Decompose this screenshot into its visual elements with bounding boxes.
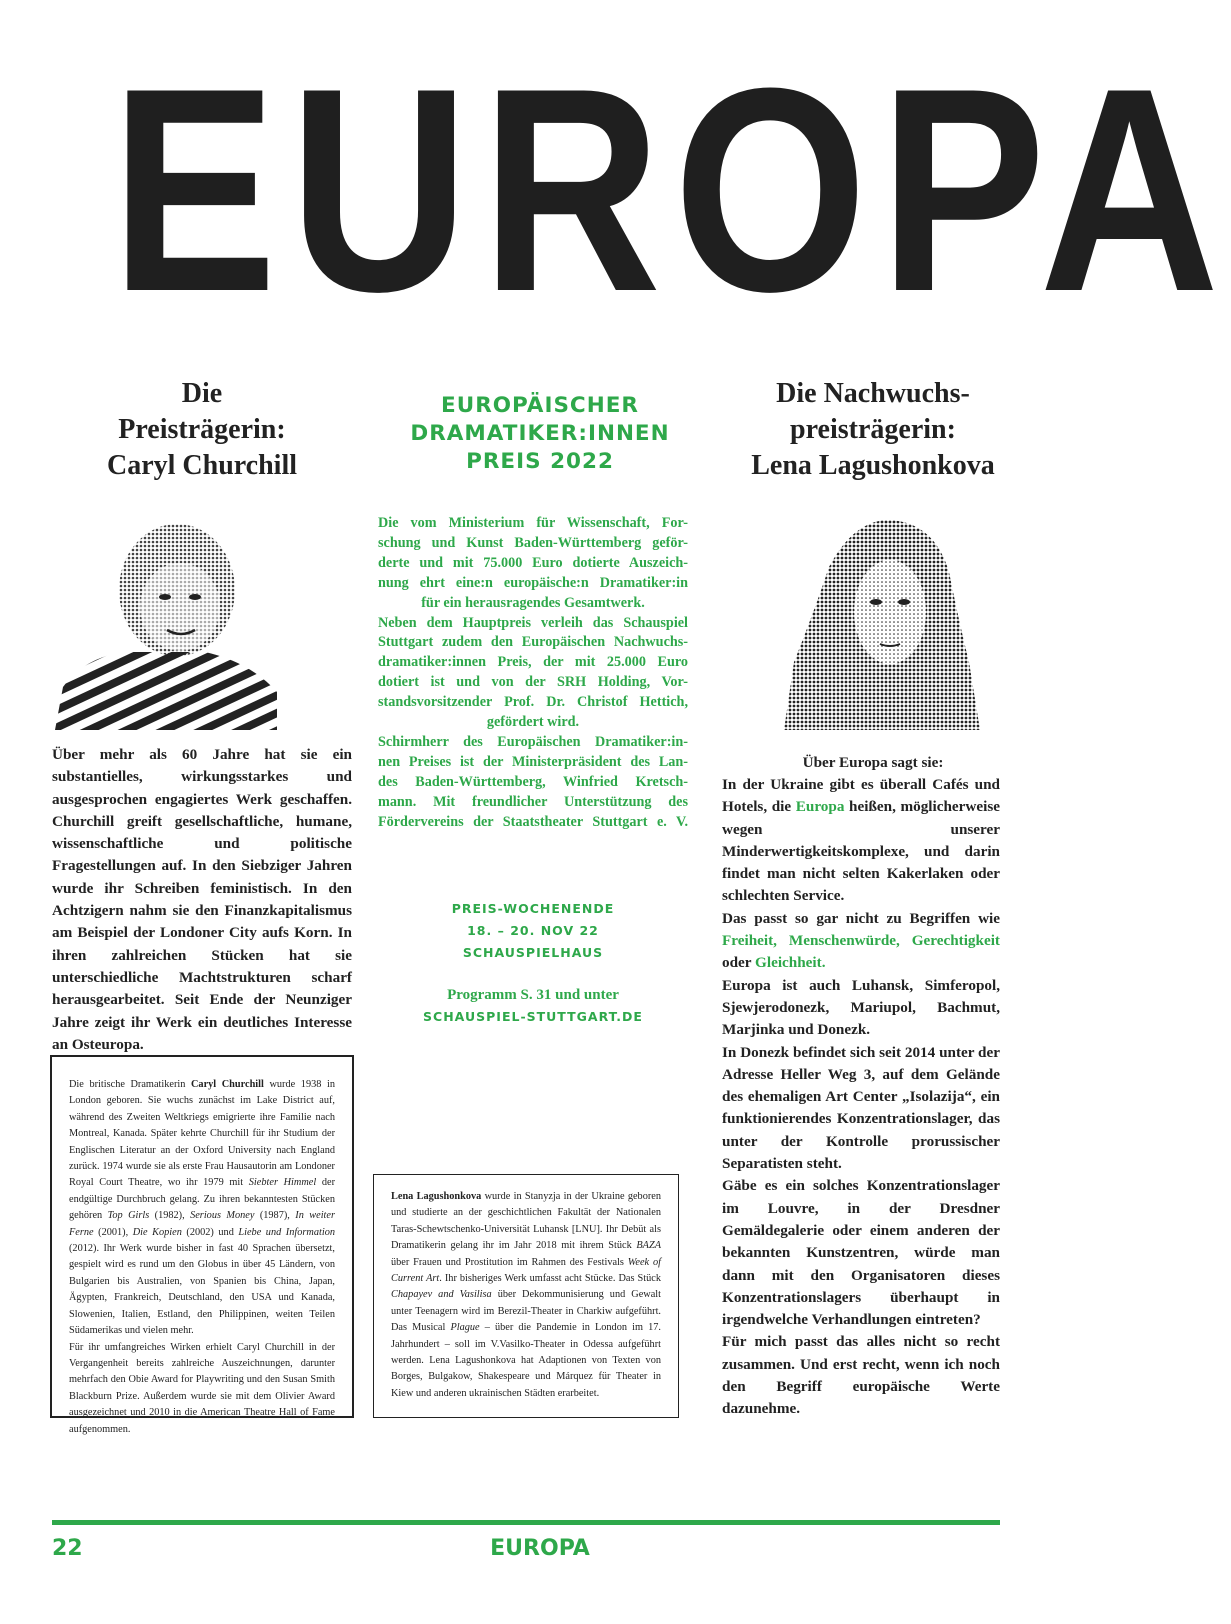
prize-text-line: des Baden-Württemberg, Winfried Kretsch- [378,773,688,790]
event-line: SCHAUSPIELHAUS [462,945,604,960]
center-bio-box [373,1174,679,1418]
quote-paragraph: Europa ist auch Luhansk, Simferopol, Sjewjerodonezk, Mariupol, Bachmut, Marjinka und Donezk. [722,976,1000,1039]
left-heading-line: Die [181,378,223,409]
prize-text-line: derte und mit 75.000 Euro dotierte Auszeich- [378,554,688,571]
prize-heading-line: PREIS 2022 [466,449,614,474]
quote-paragraph: Für mich passt das alles nicht so recht zusammen. Und erst recht, wenn ich noch den Begriff europäische Werte dazunehme. [722,1333,1000,1418]
right-heading-line: Lena Lagushonkova [751,450,995,481]
prize-heading [400,392,680,476]
quote-title: Über Europa sagt sie: [802,754,944,771]
prize-text-line: dotiert ist und von der SRH Holding, Vor- [378,674,688,691]
prize-text-line: schung und Kunst Baden-Württemberg geför- [378,534,688,551]
prize-text-line: mann. Mit freundlicher Unterstützung des [378,793,688,810]
event-line: PREIS-WOCHENENDE [451,901,615,916]
right-heading-line: preisträgerin: [790,414,956,445]
masthead-title: EUROPA [110,28,1231,352]
event-line: 18. – 20. NOV 22 [467,923,599,938]
prize-heading-line: DRAMATIKER:INNEN [410,421,670,446]
prize-text-line: für ein herausragendes Gesamtwerk. [421,594,645,611]
page-number: 22 [52,1536,83,1561]
bio-name: Lena Lagushonkova [391,1191,482,1202]
quote-paragraph: In der Ukraine gibt es überall Cafés und Hotels, die Europa heißen, möglicherweise wegen unserer Minderwertigkeitskomplexe, und darin findet man nicht selten Kakerlaken oder schlechten Service. [722,776,1000,905]
prize-text-line: gefördert wird. [486,714,580,731]
prize-text-line: Schirmherr des Europäischen Dramatiker:in- [378,733,688,750]
quote-paragraph: Gäbe es ein solches Konzentrationslager im Louvre, in der Dresdner Gemäldegalerie oder einem anderen der bekannten Kunstzentren, würde man dann mit den Organisatoren dieses Konzentrationslagers überhaupt in irgendwelche Verhandlungen eintreten? [722,1177,1000,1329]
bio-name: Caryl Churchill [190,1079,264,1090]
right-heading-line: Die Nachwuchs- [776,378,970,409]
quote-paragraph: In Donezk befindet sich seit 2014 unter der Adresse Heller Weg 3, auf dem Gelände des ehemaligen Art Center „Isolazija“, ein funktionierendes Konzentrationslager, das unter der Kontrolle prorussischer Separatisten steht. [722,1043,1000,1173]
program-link[interactable]: SCHAUSPIEL-STUTTGART.DE [423,1009,643,1024]
keywords-values: Freiheit, Menschenwürde, Gerechtigkeit [722,932,1000,950]
right-heading [705,376,1041,484]
keyword-europa: Europa [795,798,845,816]
program-line: Programm S. 31 und unter [447,987,619,1003]
left-bio-paragraph: Die britische Dramatikerin Caryl Churchill wurde 1938 in London geboren. Sie wuchs zunächst im Lake District auf, während des Zweiten Weltkriegs emigrierte ihre Familie nach Montreal, Kanada. Später kehrte Churchill für ihr Studium der Englischen Literatur an der Oxford University nach England zurück. 1974 wurde sie als erste Frau Hausautorin am Londoner Royal Court Theatre, wo ihr 1979 mit Siebter Himmel der endgültige Durchbruch gelang. Zu ihren bekanntesten Stücken gehören Top Girls (1982), Serious Money (1987), In weiter Ferne (2001), Die Kopien (2002) und Liebe und Information (2012). Ihr Werk wurde bisher in fast 40 Sprachen übersetzt, gespielt wird es rund um den Globus in über 45 Ländern, von Bulgarien bis Australien, von Spanien bis China, Japan, Ägypten, Frankreich, Deutschland, den USA und Kanada, Slowenien, Italien, Estland, den Philippinen, weiten Teilen Südamerikas und vielen mehr. [69,1079,335,1337]
prize-text-line: Neben dem Hauptpreis verleih das Schauspiel [378,614,688,631]
prize-text-line: standsvorsitzender Prof. Dr. Christof Hettich, [378,694,688,711]
prize-text-line: Fördervereins der Staatstheater Stuttgart e. V. [378,813,688,830]
center-bio-paragraph: Lena Lagushonkova wurde in Stanyzja in der Ukraine geboren und studierte an der geschichtlichen Fakultät der Nationalen Taras-Schewtschenko-Universität Luhansk [LNU]. Ihr Debüt als Dramatikerin gelang ihr im Jahr 2018 mit ihrem Stück BAZA über Frauen und Prostitution im Rahmen des Festivals Week of Current Art. Ihr bisheriges Werk umfasst acht Stücke. Das Stück Chapayev and Vasilisa über Dekommunisierung und Gewalt unter Teenagern wird im Berezil-Theater in Charkiw aufgeführt. Das Musical Plague – über die Pandemie in London im 17. Jahrhundert – soll im V.Vasilko-Theater in Odessa aufgeführt werden. Lena Lagushonkova hat Adaptionen von Texten von Borges, Bulgakow, Shakespeare und Márquez für Theater in Kiew und anderen ukrainischen Städten erarbeitet. [391,1191,662,1399]
prize-text-line: nung ehrt eine:n europäische:n Dramatiker:in [378,574,688,591]
program-info [378,984,688,1028]
portrait-caryl-churchill [55,512,277,730]
quote-paragraph: Das passt so gar nicht zu Begriffen wie Freiheit, Menschenwürde, Gerechtigkeit oder Gleichheit. [722,909,1000,972]
event-info [378,898,688,964]
prize-description [378,514,688,833]
prize-text-line: Stuttgart zudem den Europäischen Nachwuchs- [378,634,688,651]
left-heading-line: Caryl Churchill [106,450,298,481]
footer-section-title: EUROPA [490,1536,590,1561]
portrait-lena-lagushonkova [784,512,980,730]
prize-heading-line: EUROPÄISCHER [441,393,639,418]
left-body-text: Über mehr als 60 Jahre hat sie ein substantielles, wirkungsstarkes und ausgesprochen engagiertes Werk geschaffen. Churchill greift gesellschaftliche, humane, wissenschaftliche und politische Fragestellungen auf. In den Siebziger Jahren wurde ihr Schreiben feministisch. In den Achtzigern nahm sie den Finanzkapitalismus am Beispiel der Londoner City aufs Korn. In ihren zahlreichen Stücken hat sie unterschiedliche Machtstrukturen scharf herausgearbeitet. Seit Ende der Neunziger Jahre zeigt ihr Werk ein deutliches Interesse an Osteuropa. [52,746,352,1053]
footer-rule [52,1520,1000,1525]
prize-text-line: Die vom Ministerium für Wissenschaft, For- [378,515,688,531]
left-heading-line: Preisträgerin: [118,414,286,445]
left-heading [52,376,352,484]
left-bio-paragraph: Für ihr umfangreiches Wirken erhielt Caryl Churchill in der Vergangenheit bereits zahlreiche Auszeichnungen, darunter mehrfach den Obie Award for Playwriting und den Susan Smith Blackburn Prize. Außerdem wurde sie mit dem Olivier Award ausgezeichnet und 2010 in die American Theatre Hall of Fame aufgenommen. [69,1341,335,1435]
prize-text-line: nen Preises ist der Ministerpräsident des Lan- [378,753,688,770]
keyword-gleichheit: Gleichheit. [755,954,826,972]
left-bio-box [50,1055,354,1435]
prize-text-line: dramatiker:innen Preis, der mit 25.000 Euro [378,654,688,671]
right-quote [722,774,1000,1421]
